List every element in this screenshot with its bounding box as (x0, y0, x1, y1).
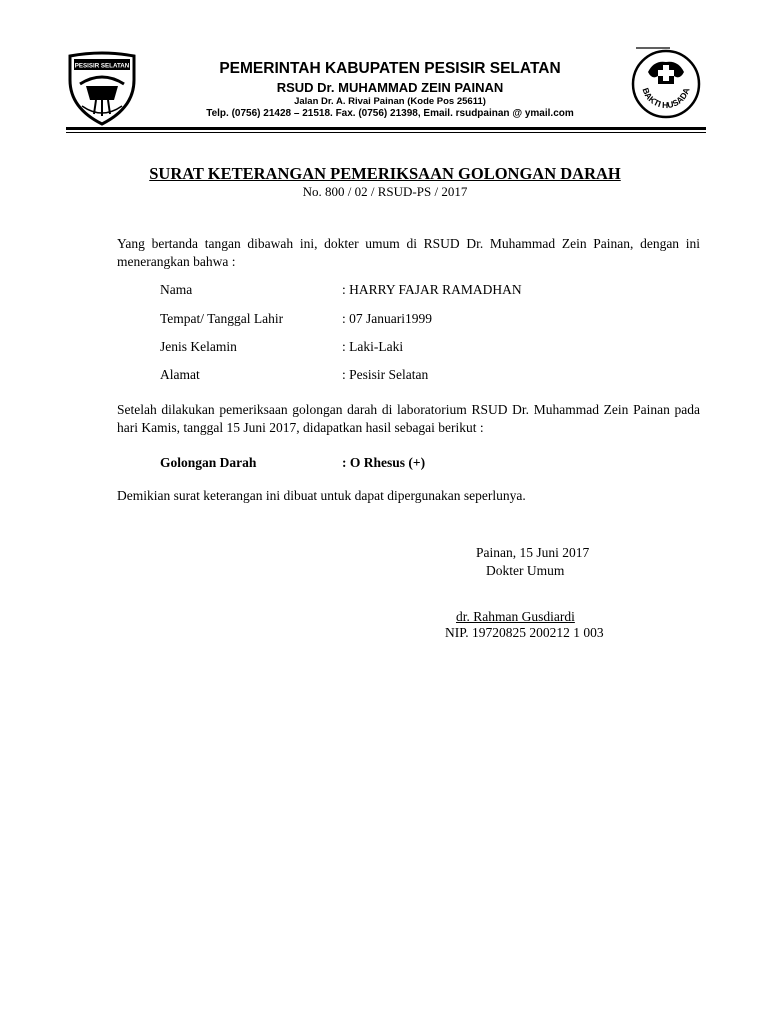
field-value: : 07 Januari1999 (342, 311, 432, 326)
document-number: No. 800 / 02 / RSUD-PS / 2017 (302, 184, 468, 199)
letterhead-thick-rule (66, 127, 706, 130)
bakti-husada-logo (630, 44, 702, 120)
result-paragraph: Setelah dilakukan pemeriksaan golongan darah di laboratorium RSUD Dr. Muhammad Zein Painan pada hari Kamis, tanggal 15 Juni 2017, didapatkan hasil sebagai berikut : (117, 402, 700, 435)
field-value: : HARRY FAJAR RAMADHAN (342, 282, 522, 297)
hospital-name: RSUD Dr. MUHAMMAD ZEIN PAINAN (276, 80, 504, 95)
hospital-address: Jalan Dr. A. Rivai Painan (Kode Pos 25611) (294, 96, 486, 107)
signature-nip: NIP. 19720825 200212 1 003 (445, 625, 604, 640)
government-name: PEMERINTAH KABUPATEN PESISIR SELATAN (219, 60, 561, 77)
field-label: Jenis Kelamin (160, 339, 237, 354)
field-label: Nama (160, 282, 193, 297)
letterhead-thin-rule (66, 132, 706, 133)
field-value: : Laki-Laki (342, 339, 404, 354)
pesisir-selatan-logo (66, 50, 138, 126)
signature-position: Dokter Umum (486, 563, 565, 578)
signature-place-date: Painan, 15 Juni 2017 (476, 545, 590, 560)
blood-type-value: : O Rhesus (+) (342, 455, 426, 470)
blood-type-label: Golongan Darah (160, 455, 257, 470)
intro-paragraph: Yang bertanda tangan dibawah ini, dokter umum di RSUD Dr. Muhammad Zein Painan, dengan ini menerangkan bahwa : (117, 236, 700, 269)
hospital-contact: Telp. (0756) 21428 – 21518. Fax. (0756) 21398, Email. rsudpainan @ ymail.com (206, 108, 574, 119)
signature-name: dr. Rahman Gusdiardi (456, 609, 575, 624)
document-title-text: SURAT KETERANGAN PEMERIKSAAN GOLONGAN DARAH (149, 164, 621, 183)
closing-paragraph: Demikian surat keterangan ini dibuat untuk dapat dipergunakan seperlunya. (117, 488, 526, 503)
document-title (0, 164, 768, 184)
field-value: : Pesisir Selatan (342, 367, 429, 382)
left-logo-text: PESISIR SELATAN (74, 62, 130, 70)
field-label: Alamat (160, 367, 200, 382)
right-logo-text: BAKTI HUSADA (640, 86, 692, 111)
field-label: Tempat/ Tanggal Lahir (160, 311, 284, 326)
